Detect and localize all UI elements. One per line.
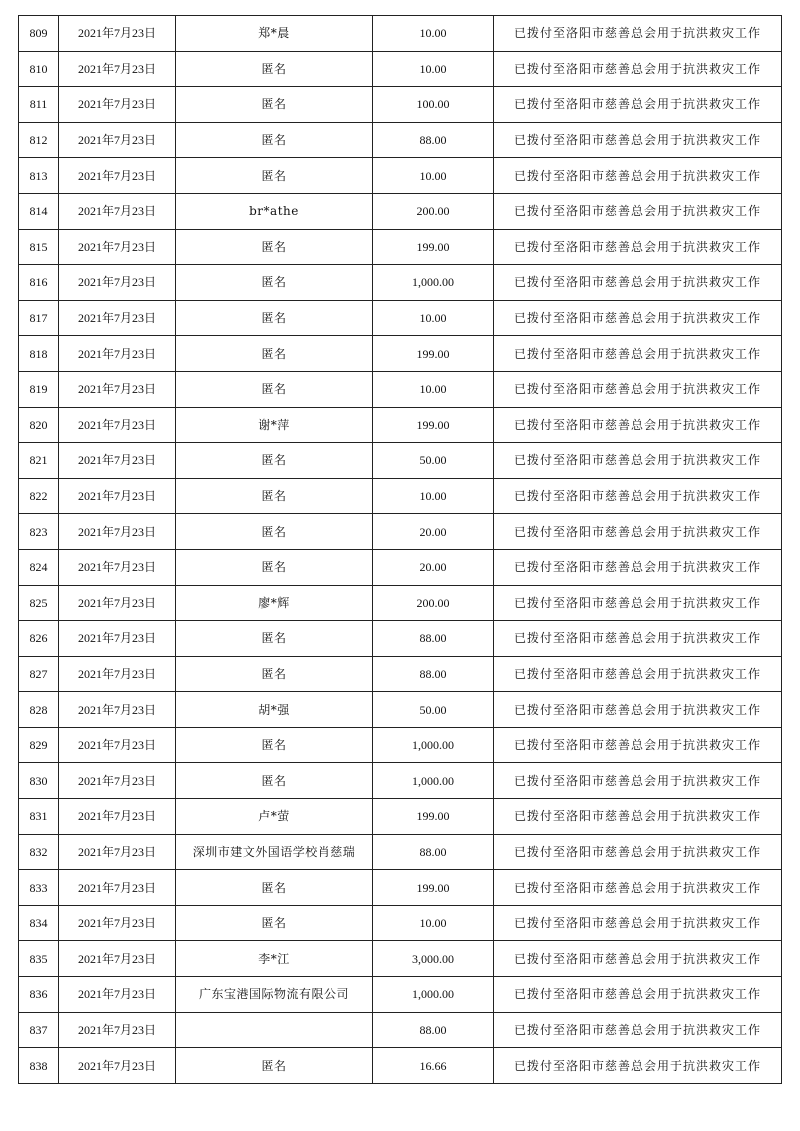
row-number-cell: 835 [19, 941, 59, 977]
row-number-cell: 828 [19, 692, 59, 728]
allocation-note-cell: 已拨付至洛阳市慈善总会用于抗洪救灾工作 [494, 585, 782, 621]
donation-amount-cell: 88.00 [373, 122, 494, 158]
donation-date-cell: 2021年7月23日 [59, 834, 176, 870]
donation-amount-cell: 199.00 [373, 407, 494, 443]
allocation-note-cell: 已拨付至洛阳市慈善总会用于抗洪救灾工作 [494, 193, 782, 229]
table-row [19, 905, 782, 941]
allocation-note-cell: 已拨付至洛阳市慈善总会用于抗洪救灾工作 [494, 727, 782, 763]
row-number-cell: 823 [19, 514, 59, 550]
donor-name-cell: 匿名 [176, 229, 373, 265]
row-number-cell: 814 [19, 193, 59, 229]
donor-name-cell: 匿名 [176, 265, 373, 301]
donor-name-cell: 匿名 [176, 478, 373, 514]
donation-date-cell: 2021年7月23日 [59, 905, 176, 941]
table-row [19, 193, 782, 229]
table-row [19, 1048, 782, 1084]
donation-amount-cell: 50.00 [373, 692, 494, 728]
donor-name-cell: 胡*强 [176, 692, 373, 728]
donation-date-cell: 2021年7月23日 [59, 193, 176, 229]
donor-name-cell: 匿名 [176, 621, 373, 657]
row-number-cell: 816 [19, 265, 59, 301]
table-row [19, 300, 782, 336]
donation-date-cell: 2021年7月23日 [59, 16, 176, 52]
donor-name-cell: 匿名 [176, 371, 373, 407]
donation-amount-cell: 88.00 [373, 1012, 494, 1048]
donation-date-cell: 2021年7月23日 [59, 478, 176, 514]
donation-amount-cell: 88.00 [373, 834, 494, 870]
allocation-note-cell: 已拨付至洛阳市慈善总会用于抗洪救灾工作 [494, 16, 782, 52]
donation-amount-cell: 10.00 [373, 478, 494, 514]
donation-amount-cell: 199.00 [373, 799, 494, 835]
donation-amount-cell: 199.00 [373, 229, 494, 265]
allocation-note-cell: 已拨付至洛阳市慈善总会用于抗洪救灾工作 [494, 656, 782, 692]
row-number-cell: 838 [19, 1048, 59, 1084]
donation-amount-cell: 1,000.00 [373, 727, 494, 763]
row-number-cell: 822 [19, 478, 59, 514]
allocation-note-cell: 已拨付至洛阳市慈善总会用于抗洪救灾工作 [494, 870, 782, 906]
donation-amount-cell: 10.00 [373, 158, 494, 194]
donation-date-cell: 2021年7月23日 [59, 265, 176, 301]
donation-table [18, 15, 782, 1084]
donation-amount-cell: 20.00 [373, 514, 494, 550]
table-row [19, 870, 782, 906]
donation-date-cell: 2021年7月23日 [59, 1048, 176, 1084]
donation-amount-cell: 10.00 [373, 51, 494, 87]
table-row [19, 87, 782, 123]
donation-amount-cell: 3,000.00 [373, 941, 494, 977]
row-number-cell: 834 [19, 905, 59, 941]
donation-date-cell: 2021年7月23日 [59, 549, 176, 585]
row-number-cell: 811 [19, 87, 59, 123]
donor-name-cell: 卢*萤 [176, 799, 373, 835]
donation-date-cell: 2021年7月23日 [59, 727, 176, 763]
allocation-note-cell: 已拨付至洛阳市慈善总会用于抗洪救灾工作 [494, 1012, 782, 1048]
row-number-cell: 827 [19, 656, 59, 692]
donation-table-body [19, 16, 782, 1084]
table-row [19, 443, 782, 479]
table-row [19, 585, 782, 621]
row-number-cell: 815 [19, 229, 59, 265]
row-number-cell: 809 [19, 16, 59, 52]
row-number-cell: 836 [19, 977, 59, 1013]
donation-amount-cell: 10.00 [373, 300, 494, 336]
donor-name-cell: 匿名 [176, 514, 373, 550]
allocation-note-cell: 已拨付至洛阳市慈善总会用于抗洪救灾工作 [494, 87, 782, 123]
allocation-note-cell: 已拨付至洛阳市慈善总会用于抗洪救灾工作 [494, 1048, 782, 1084]
table-row [19, 336, 782, 372]
table-row [19, 514, 782, 550]
donation-date-cell: 2021年7月23日 [59, 656, 176, 692]
donation-date-cell: 2021年7月23日 [59, 122, 176, 158]
allocation-note-cell: 已拨付至洛阳市慈善总会用于抗洪救灾工作 [494, 336, 782, 372]
donation-date-cell: 2021年7月23日 [59, 300, 176, 336]
donation-amount-cell: 10.00 [373, 371, 494, 407]
donation-date-cell: 2021年7月23日 [59, 763, 176, 799]
donor-name-cell: 匿名 [176, 336, 373, 372]
donation-date-cell: 2021年7月23日 [59, 941, 176, 977]
donation-date-cell: 2021年7月23日 [59, 514, 176, 550]
donor-name-cell: 匿名 [176, 763, 373, 799]
table-row [19, 122, 782, 158]
allocation-note-cell: 已拨付至洛阳市慈善总会用于抗洪救灾工作 [494, 229, 782, 265]
allocation-note-cell: 已拨付至洛阳市慈善总会用于抗洪救灾工作 [494, 692, 782, 728]
donation-amount-cell: 200.00 [373, 585, 494, 621]
row-number-cell: 817 [19, 300, 59, 336]
row-number-cell: 831 [19, 799, 59, 835]
donor-name-cell: 匿名 [176, 656, 373, 692]
row-number-cell: 818 [19, 336, 59, 372]
donor-name-cell: br*athe [176, 193, 373, 229]
donation-amount-cell: 100.00 [373, 87, 494, 123]
row-number-cell: 824 [19, 549, 59, 585]
donor-name-cell: 匿名 [176, 549, 373, 585]
donor-name-cell: 匿名 [176, 727, 373, 763]
table-row [19, 621, 782, 657]
donation-amount-cell: 50.00 [373, 443, 494, 479]
donation-date-cell: 2021年7月23日 [59, 371, 176, 407]
row-number-cell: 813 [19, 158, 59, 194]
donation-amount-cell: 20.00 [373, 549, 494, 585]
donation-amount-cell: 199.00 [373, 870, 494, 906]
donor-name-cell: 廖*辉 [176, 585, 373, 621]
table-row [19, 51, 782, 87]
donation-date-cell: 2021年7月23日 [59, 229, 176, 265]
allocation-note-cell: 已拨付至洛阳市慈善总会用于抗洪救灾工作 [494, 977, 782, 1013]
donor-name-cell: 广东宝港国际物流有限公司 [176, 977, 373, 1013]
table-row [19, 692, 782, 728]
allocation-note-cell: 已拨付至洛阳市慈善总会用于抗洪救灾工作 [494, 371, 782, 407]
row-number-cell: 826 [19, 621, 59, 657]
table-row [19, 549, 782, 585]
allocation-note-cell: 已拨付至洛阳市慈善总会用于抗洪救灾工作 [494, 549, 782, 585]
donor-name-cell: 匿名 [176, 122, 373, 158]
row-number-cell: 833 [19, 870, 59, 906]
allocation-note-cell: 已拨付至洛阳市慈善总会用于抗洪救灾工作 [494, 122, 782, 158]
donation-amount-cell: 1,000.00 [373, 265, 494, 301]
allocation-note-cell: 已拨付至洛阳市慈善总会用于抗洪救灾工作 [494, 300, 782, 336]
row-number-cell: 829 [19, 727, 59, 763]
allocation-note-cell: 已拨付至洛阳市慈善总会用于抗洪救灾工作 [494, 407, 782, 443]
row-number-cell: 820 [19, 407, 59, 443]
table-row [19, 478, 782, 514]
donation-amount-cell: 88.00 [373, 621, 494, 657]
row-number-cell: 825 [19, 585, 59, 621]
allocation-note-cell: 已拨付至洛阳市慈善总会用于抗洪救灾工作 [494, 265, 782, 301]
allocation-note-cell: 已拨付至洛阳市慈善总会用于抗洪救灾工作 [494, 478, 782, 514]
donation-amount-cell: 199.00 [373, 336, 494, 372]
donor-name-cell: 匿名 [176, 51, 373, 87]
table-row [19, 371, 782, 407]
row-number-cell: 819 [19, 371, 59, 407]
donor-name-cell: 匿名 [176, 870, 373, 906]
donation-amount-cell: 1,000.00 [373, 763, 494, 799]
donor-name-cell [176, 1012, 373, 1048]
row-number-cell: 812 [19, 122, 59, 158]
row-number-cell: 830 [19, 763, 59, 799]
allocation-note-cell: 已拨付至洛阳市慈善总会用于抗洪救灾工作 [494, 443, 782, 479]
donor-name-cell: 匿名 [176, 1048, 373, 1084]
donation-date-cell: 2021年7月23日 [59, 1012, 176, 1048]
donor-name-cell: 谢*萍 [176, 407, 373, 443]
donation-date-cell: 2021年7月23日 [59, 87, 176, 123]
donation-date-cell: 2021年7月23日 [59, 621, 176, 657]
allocation-note-cell: 已拨付至洛阳市慈善总会用于抗洪救灾工作 [494, 905, 782, 941]
table-row [19, 834, 782, 870]
donor-name-cell: 匿名 [176, 87, 373, 123]
donation-amount-cell: 200.00 [373, 193, 494, 229]
allocation-note-cell: 已拨付至洛阳市慈善总会用于抗洪救灾工作 [494, 514, 782, 550]
donation-amount-cell: 88.00 [373, 656, 494, 692]
donor-name-cell: 深圳市建文外国语学校肖慈瑞 [176, 834, 373, 870]
donor-name-cell: 匿名 [176, 905, 373, 941]
table-row [19, 229, 782, 265]
donation-amount-cell: 10.00 [373, 905, 494, 941]
table-row [19, 265, 782, 301]
row-number-cell: 810 [19, 51, 59, 87]
donation-date-cell: 2021年7月23日 [59, 870, 176, 906]
donor-name-cell: 郑*晨 [176, 16, 373, 52]
donation-amount-cell: 1,000.00 [373, 977, 494, 1013]
table-row [19, 799, 782, 835]
allocation-note-cell: 已拨付至洛阳市慈善总会用于抗洪救灾工作 [494, 158, 782, 194]
table-row [19, 941, 782, 977]
donation-date-cell: 2021年7月23日 [59, 799, 176, 835]
donation-date-cell: 2021年7月23日 [59, 585, 176, 621]
donation-date-cell: 2021年7月23日 [59, 407, 176, 443]
table-row [19, 763, 782, 799]
donation-date-cell: 2021年7月23日 [59, 692, 176, 728]
allocation-note-cell: 已拨付至洛阳市慈善总会用于抗洪救灾工作 [494, 621, 782, 657]
row-number-cell: 837 [19, 1012, 59, 1048]
table-row [19, 16, 782, 52]
allocation-note-cell: 已拨付至洛阳市慈善总会用于抗洪救灾工作 [494, 834, 782, 870]
donation-date-cell: 2021年7月23日 [59, 977, 176, 1013]
allocation-note-cell: 已拨付至洛阳市慈善总会用于抗洪救灾工作 [494, 763, 782, 799]
donation-date-cell: 2021年7月23日 [59, 336, 176, 372]
donor-name-cell: 匿名 [176, 158, 373, 194]
donation-date-cell: 2021年7月23日 [59, 158, 176, 194]
allocation-note-cell: 已拨付至洛阳市慈善总会用于抗洪救灾工作 [494, 51, 782, 87]
table-row [19, 727, 782, 763]
table-row [19, 1012, 782, 1048]
row-number-cell: 821 [19, 443, 59, 479]
donor-name-cell: 李*江 [176, 941, 373, 977]
table-row [19, 656, 782, 692]
donation-date-cell: 2021年7月23日 [59, 51, 176, 87]
table-row [19, 977, 782, 1013]
donation-amount-cell: 16.66 [373, 1048, 494, 1084]
row-number-cell: 832 [19, 834, 59, 870]
donation-amount-cell: 10.00 [373, 16, 494, 52]
donor-name-cell: 匿名 [176, 300, 373, 336]
allocation-note-cell: 已拨付至洛阳市慈善总会用于抗洪救灾工作 [494, 799, 782, 835]
donor-name-cell: 匿名 [176, 443, 373, 479]
table-row [19, 158, 782, 194]
allocation-note-cell: 已拨付至洛阳市慈善总会用于抗洪救灾工作 [494, 941, 782, 977]
donation-date-cell: 2021年7月23日 [59, 443, 176, 479]
table-row [19, 407, 782, 443]
